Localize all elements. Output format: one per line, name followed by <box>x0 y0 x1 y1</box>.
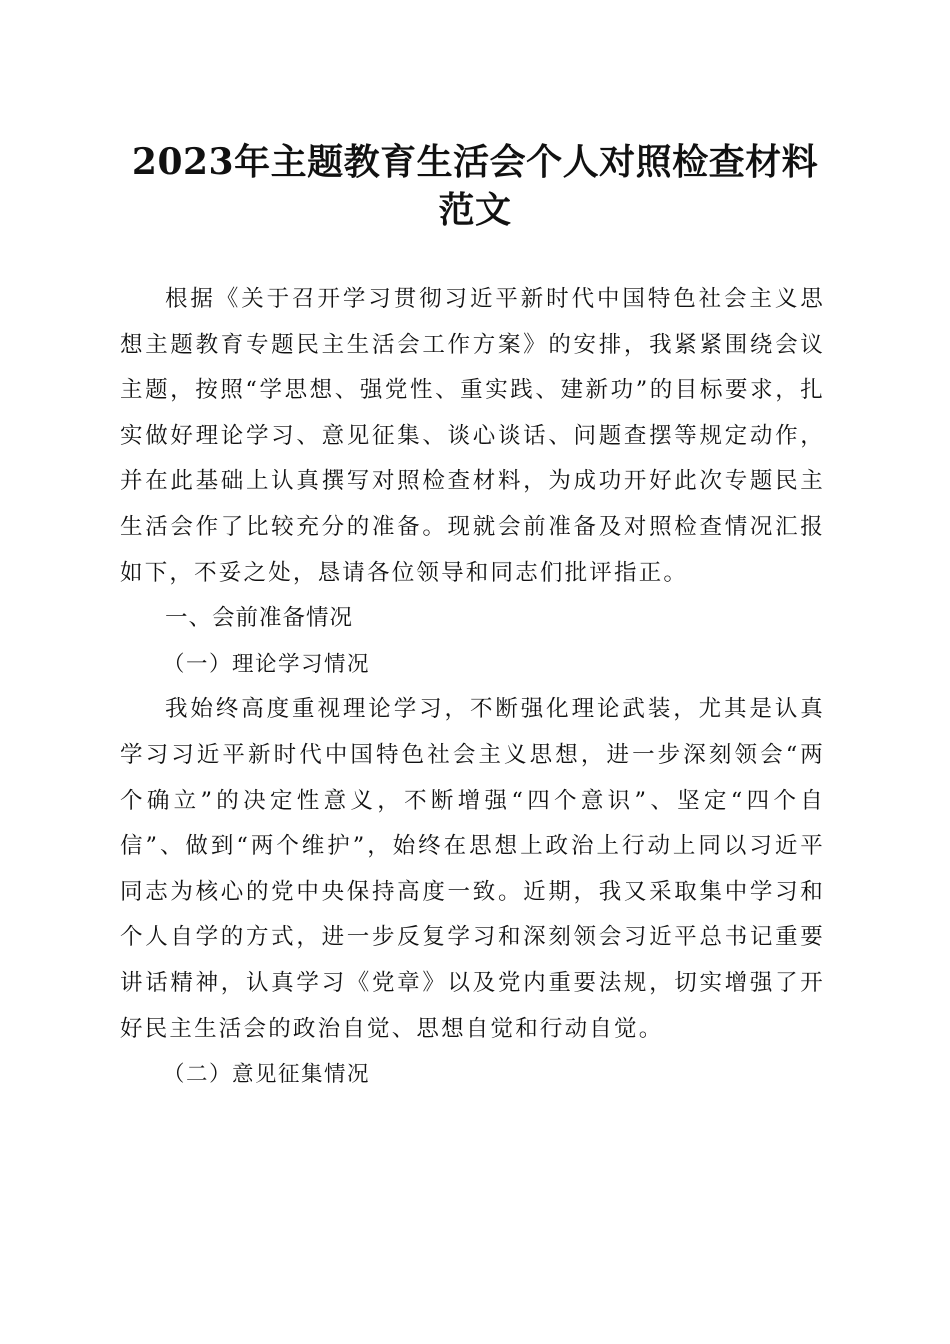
subsection-heading-opinion-collection: （二）意见征集情况 <box>163 1062 371 1088</box>
document-body <box>120 277 825 1098</box>
theory-study-paragraph: 我始终高度重视理论学习，不断强化理论武装，尤其是认真学习习近平新时代中国特色社会主义思想，进一步深刻领会“两个确立”的决定性意义，不断增强“四个意识”、坚定“四个自信”、做到“两个维护”，始终在思想上政治上行动上同以习近平同志为核心的党中央保持高度一致。近期，我又采取集中学习和个人自学的方式，进一步反复学习和深刻领会习近平总书记重要讲话精神，认真学习《党章》以及党内重要法规，切实增强了开好民主生活会的政治自觉、思想自觉和行动自觉。 <box>120 696 825 1042</box>
intro-paragraph: 根据《关于召开学习贯彻习近平新时代中国特色社会主义思想主题教育专题民主生活会工作方案》的安排，我紧紧围绕会议主题，按照“学思想、强党性、重实践、建新功”的目标要求，扎实做好理论学习、意见征集、谈心谈话、问题查摆等规定动作，并在此基础上认真撰写对照检查材料，为成功开好此次专题民主生活会作了比较充分的准备。现就会前准备及对照检查情况汇报如下，不妥之处，恳请各位领导和同志们批评指正。 <box>120 286 825 586</box>
section-heading-preparation: 一、会前准备情况 <box>165 605 354 632</box>
document-title: 2023年主题教育生活会个人对照检查材料范文 <box>131 141 819 231</box>
subsection-heading-theory-study: （一）理论学习情况 <box>163 651 371 677</box>
